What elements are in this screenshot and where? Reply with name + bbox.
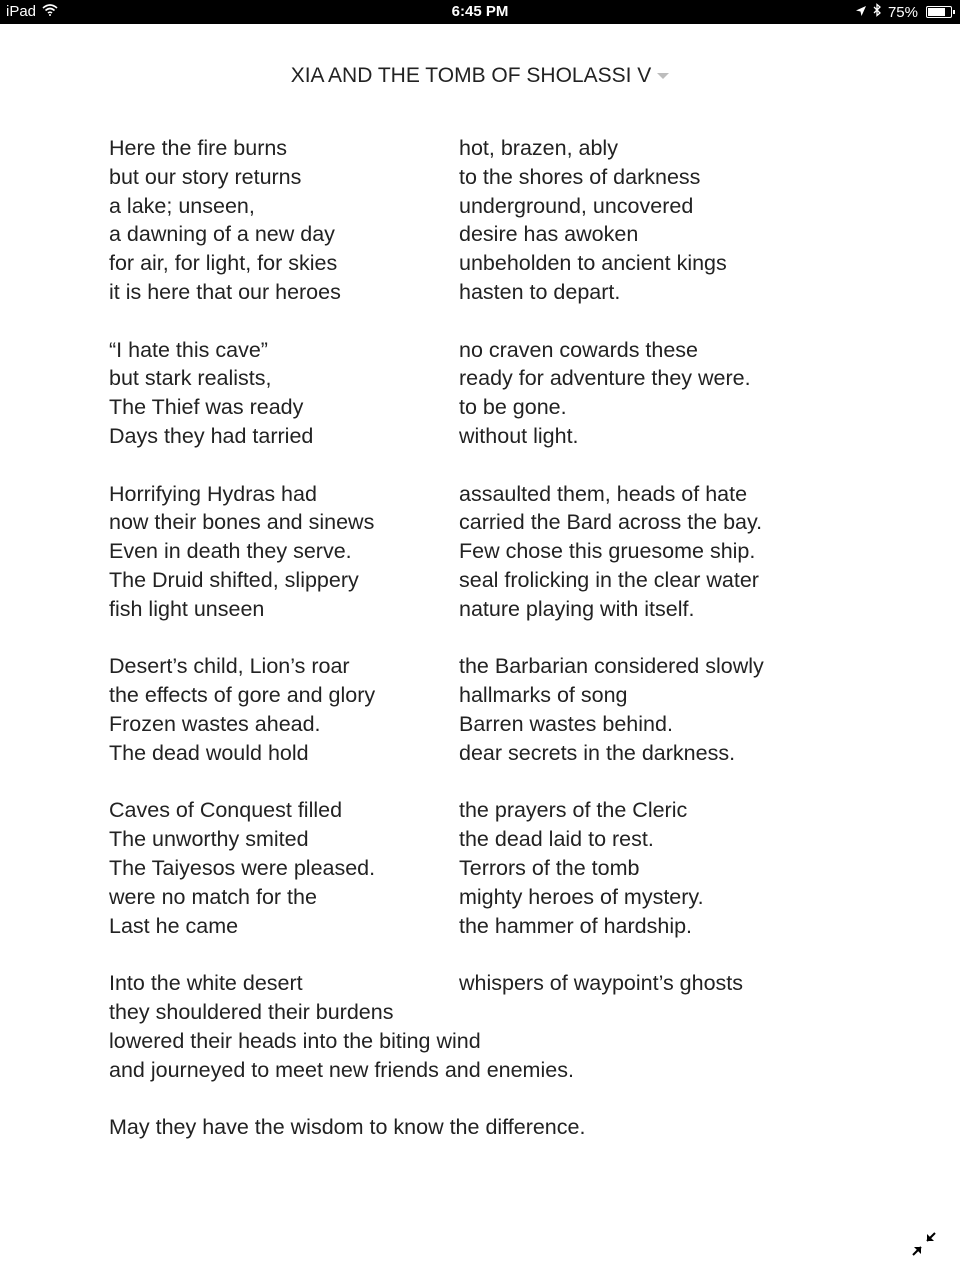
poem-line-right: to the shores of darkness <box>459 164 701 189</box>
poem-line-left: Caves of Conquest filled <box>109 798 343 823</box>
poem-line-right: desire has awoken <box>459 222 639 247</box>
poem-line-left: The Druid shifted, slippery <box>109 567 359 592</box>
poem-line-left: were no match for the <box>109 884 317 909</box>
poem-line-right: hallmarks of song <box>459 683 628 708</box>
poem-line: they shouldered their burdens <box>109 999 394 1024</box>
poem-line: lowered their heads into the biting wind <box>109 1028 481 1053</box>
poem-line-left: Horrifying Hydras had <box>109 481 317 506</box>
poem-line <box>109 595 829 624</box>
poem-closing-line: May they have the wisdom to know the difference. <box>109 1115 586 1140</box>
poem-line <box>109 566 829 595</box>
location-arrow-icon <box>855 4 867 21</box>
poem-line <box>109 912 829 941</box>
poem-line-right: no craven cowards these <box>459 337 699 362</box>
poem-line-right: unbeholden to ancient kings <box>459 251 727 276</box>
status-time: 6:45 PM <box>451 3 509 20</box>
poem-line-right: assaulted them, heads of hate <box>459 481 748 506</box>
poem-line-right: whispers of waypoint’s ghosts <box>459 971 744 996</box>
poem-line <box>109 652 829 681</box>
poem-line <box>109 710 829 739</box>
poem-line-right: hasten to depart. <box>459 279 621 304</box>
poem-line-left: but stark realists, <box>109 366 272 391</box>
poem-line-left: but our story returns <box>109 164 302 189</box>
poem-stanza <box>109 134 829 307</box>
poem-line <box>109 825 829 854</box>
poem-line-right: Terrors of the tomb <box>459 855 640 880</box>
poem-line-right: nature playing with itself. <box>459 596 695 621</box>
poem-line-left: Even in death they serve. <box>109 539 352 564</box>
poem-line <box>109 364 829 393</box>
poem-line <box>109 537 829 566</box>
poem-line-right: the dead laid to rest. <box>459 827 654 852</box>
poem-line-left: a lake; unseen, <box>109 193 255 218</box>
poem-line-left: Into the white desert <box>109 971 303 996</box>
poem-line-right: mighty heroes of mystery. <box>459 884 704 909</box>
poem-line-right: seal frolicking in the clear water <box>459 567 759 592</box>
poem-line <box>109 278 829 307</box>
poem-line-left: “I hate this cave” <box>109 337 268 362</box>
device-name: iPad <box>6 3 37 20</box>
poem-line-left: Frozen wastes ahead. <box>109 711 321 736</box>
poem-line <box>109 336 829 365</box>
poem-line <box>109 480 829 509</box>
poem-line <box>109 796 829 825</box>
poem-line-left: fish light unseen <box>109 596 265 621</box>
poem-line <box>109 739 829 768</box>
poem-stanza <box>109 336 829 451</box>
poem-line-right: Few chose this gruesome ship. <box>459 539 756 564</box>
poem-line-right: carried the Bard across the bay. <box>459 510 763 535</box>
poem-line <box>109 393 829 422</box>
battery-percent: 75% <box>887 3 918 21</box>
poem-line-right: the Barbarian considered slowly <box>459 654 764 679</box>
poem-line-left: Desert’s child, Lion’s roar <box>109 654 350 679</box>
bluetooth-icon <box>873 3 882 21</box>
poem-line <box>109 508 829 537</box>
poem-line-left: for air, for light, for skies <box>109 251 338 276</box>
poem-line-left: the effects of gore and glory <box>109 683 376 708</box>
poem-line: and journeyed to meet new friends and enemies. <box>109 1057 574 1082</box>
poem-line-left: The Thief was ready <box>109 395 304 420</box>
poem-line <box>109 969 829 998</box>
poem-stanza <box>109 652 829 767</box>
poem-line-right: underground, uncovered <box>459 193 694 218</box>
poem-line-left: a dawning of a new day <box>109 222 335 247</box>
poem-stanza-final <box>109 969 829 1084</box>
poem-line <box>109 854 829 883</box>
poem-line-right: to be gone. <box>459 395 567 420</box>
poem-line-right: hot, brazen, ably <box>459 136 618 160</box>
poem-line <box>109 249 829 278</box>
document-title[interactable]: XIA AND THE TOMB OF SHOLASSI V <box>290 64 652 87</box>
poem-line <box>109 163 829 192</box>
poem-line <box>109 192 829 221</box>
poem-line <box>109 422 829 451</box>
poem-line <box>109 681 829 710</box>
poem-body <box>109 134 829 1142</box>
battery-level <box>928 8 945 16</box>
chevron-down-icon[interactable] <box>657 73 669 79</box>
poem-stanza <box>109 796 829 940</box>
poem-line-right: Barren wastes behind. <box>459 711 673 736</box>
poem-line-left: The Taiyesos were pleased. <box>109 855 376 880</box>
poem-line <box>109 134 829 163</box>
poem-line-left: The unworthy smited <box>109 827 309 852</box>
battery-icon <box>926 6 952 18</box>
status-right <box>855 3 952 21</box>
poem-line <box>109 220 829 249</box>
poem-line-left: Last he came <box>109 913 239 938</box>
poem-stanza <box>109 480 829 624</box>
document-title-bar[interactable] <box>0 64 960 88</box>
poem-line-left: now their bones and sinews <box>109 510 375 535</box>
poem-line-right: the prayers of the Cleric <box>459 798 688 823</box>
poem-line-right: the hammer of hardship. <box>459 913 693 938</box>
poem-line-right: without light. <box>459 423 579 448</box>
poem-line <box>109 883 829 912</box>
status-bar <box>0 0 960 24</box>
poem-line-right: dear secrets in the darkness. <box>459 740 736 765</box>
poem-line-right: ready for adventure they were. <box>459 366 751 391</box>
collapse-fullscreen-icon[interactable] <box>910 1230 938 1258</box>
poem-line-left: it is here that our heroes <box>109 279 341 304</box>
poem-line-left: The dead would hold <box>109 740 309 765</box>
poem-line-left: Here the fire burns <box>109 136 288 160</box>
poem-line-left: Days they had tarried <box>109 423 314 448</box>
